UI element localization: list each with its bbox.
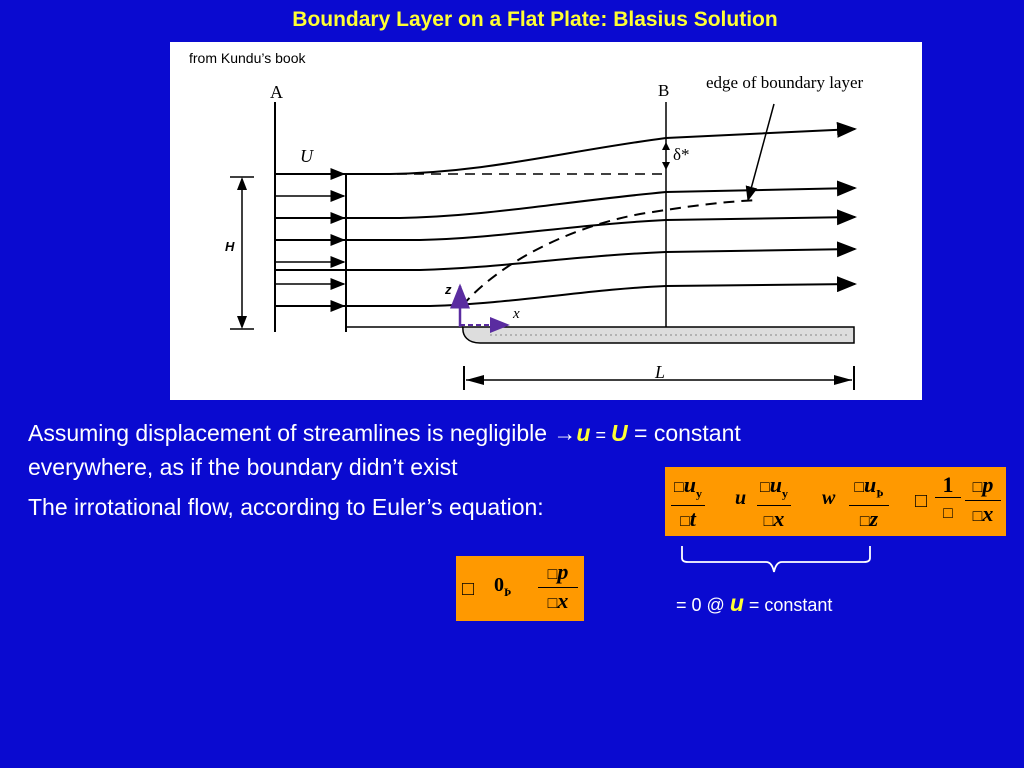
result-zero: $0_Þ$: [494, 574, 512, 599]
streamlines: [275, 129, 855, 306]
operator-glyph: □: [915, 490, 928, 512]
label-H: H: [225, 239, 235, 254]
U-symbol: U: [611, 420, 628, 446]
term-one-over-rho: 1 □: [935, 473, 961, 527]
label-edge: edge of boundary layer: [706, 73, 864, 92]
label-z: z: [445, 282, 452, 297]
assumption-line-1: Assuming displacement of streamlines is negligible →u = U = constant: [28, 420, 741, 446]
label-L: L: [655, 362, 666, 382]
u-symbol-2: u: [729, 590, 744, 616]
result-dp-dx: $\frac{□p}{□x}$: [538, 560, 578, 617]
label-U: U: [300, 146, 313, 166]
coef-w: w: [822, 487, 836, 509]
term-dp-dx: $\frac{□p}{□x}$: [965, 473, 1001, 530]
brace-annotation: = 0 @ u = constant: [676, 590, 833, 616]
term-du-dt: $\frac{□u_y}{□t}$: [671, 473, 705, 535]
figure-credit: from Kundu’s book: [189, 50, 306, 66]
result-glyph: □: [462, 578, 475, 600]
underbrace: [678, 544, 878, 580]
result-box: [456, 556, 584, 621]
label-a: A: [270, 82, 283, 102]
term-du-dx: $\frac{□u_y}{□x}$: [757, 473, 791, 535]
term-du-dz: $\frac{□u_Þ}{□z}$: [849, 473, 889, 535]
boundary-layer-diagram: [170, 42, 922, 400]
euler-equation-box: [665, 467, 1006, 536]
edge-pointer-arrow: [748, 104, 774, 200]
slide-title: Boundary Layer on a Flat Plate: Blasius Solution: [292, 8, 778, 31]
euler-intro-line: The irrotational flow, according to Euler’s equation:: [28, 494, 544, 520]
coef-u: u: [735, 487, 747, 509]
label-b: B: [658, 81, 670, 100]
label-delta: δ*: [673, 145, 690, 164]
boundary-layer-figure: [170, 42, 922, 400]
u-symbol: u: [576, 420, 591, 446]
label-x: x: [513, 306, 520, 322]
assumption-line-2: everywhere, as if the boundary didn’t exist: [28, 454, 458, 480]
